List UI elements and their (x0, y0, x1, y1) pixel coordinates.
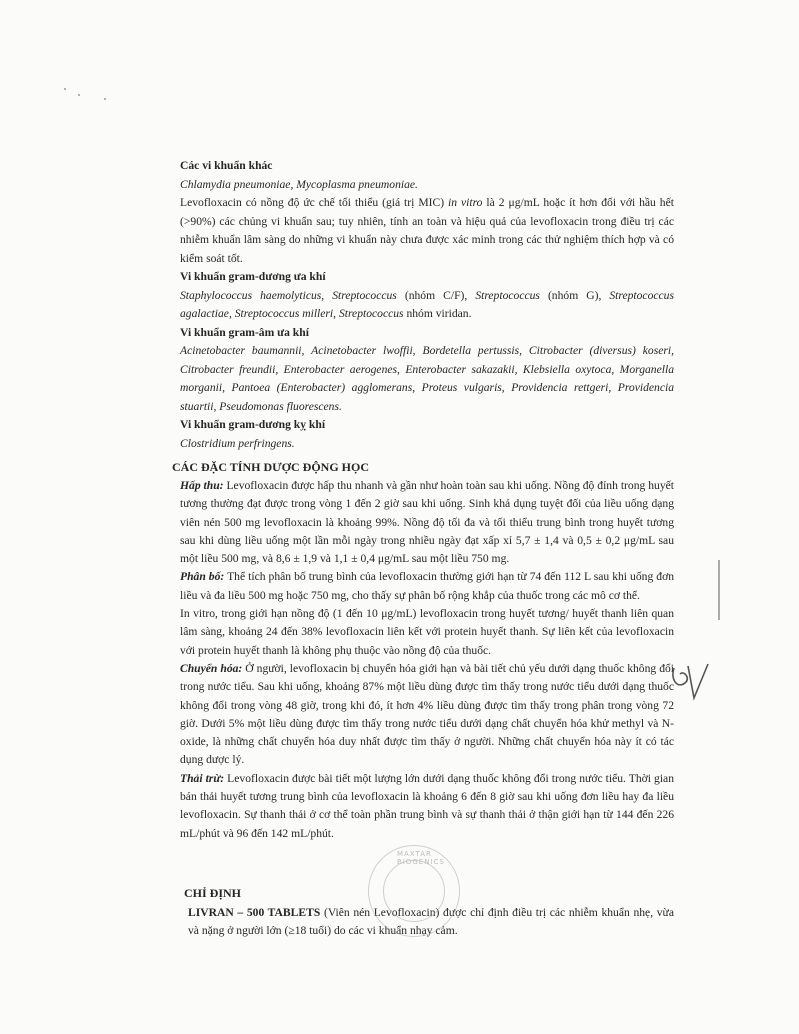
signature-mark (668, 660, 718, 710)
gram-pos-anaerobic-list: Clostridium perfringens. (180, 436, 295, 450)
species-text: Streptococcus (475, 288, 548, 302)
absorption-paragraph (180, 477, 674, 568)
group-text: nhóm viridan. (406, 307, 472, 320)
elimination-text: Levofloxacin được bài tiết một lượng lớn dưới dạng thuốc không đổi trong nước tiểu. Thời gian bán thải huyết tương trung bình của levofloxacin là khoảng 6 đến 8 giờ sau khi uống đơn liều hay đa liều levofloxacin. Sự thanh thải ở cơ thể toàn phần trung bình và sự thanh thải ở thận giới hạn từ 144 đến 226 mL/phút và 96 đến 142 mL/phút. (180, 771, 674, 840)
metabolism-text: Ở người, levofloxacin bị chuyển hóa giới hạn và bài tiết chủ yếu dưới dạng thuốc không đổi trong nước tiểu. Sau khi uống, khoảng 87% một liều dùng được tìm thấy trong nước tiểu dưới dạng thuốc không đổi trong vòng 48 giờ, trong khi đó, ít hơn 4% liều dùng được tìm thấy trong phân trong vòng 72 giờ. Dưới 5% một liều dùng được tìm thấy trong nước tiểu dưới dạng chất chuyển hóa khử methyl và N-oxide, là những chất chuyển hóa duy nhất được tìm thấy ở người. Những chất chuyển hóa này ít có tác dụng dược lý. (180, 661, 675, 767)
indications-text: (Viên nén Levofloxacin) được chỉ định điều trị các nhiễm khuẩn nhẹ, vừa và nặng ở người lớn (≥18 tuổi) do các vi khuẩn nhạy cảm. (188, 906, 674, 938)
gram-pos-anaerobic-heading: Vi khuẩn gram-dương kỵ khí (180, 418, 326, 431)
distribution-label: Phân bố: (180, 570, 225, 584)
company-stamp (368, 845, 460, 937)
other-bacteria-section (180, 157, 674, 453)
group-text: (nhóm G), (547, 288, 610, 302)
mic-text-rest: là 2 μg/mL hoặc ít hơn đối với hầu hết (>90%) các chủng vi khuẩn sau; tuy nhiên, tính an toàn và hiệu quả của levofloxacin trong điều trị các nhiễm khuẩn lâm sàng do những vi khuẩn này chưa được xác minh trong các thử nghiệm thích hợp và có kiểm soát tốt. (180, 196, 674, 265)
pharmacokinetics-section (180, 477, 674, 843)
indications-heading: CHỈ ĐỊNH (184, 886, 242, 900)
species-text: Staphylococcus haemolyticus, Streptococcus (180, 288, 405, 302)
stamp-text: MAXTAR BIOGENICS (397, 850, 445, 866)
gram-neg-aerobic-list: Acinetobacter baumannii, Acinetobacter lwoffii, Bordetella pertussis, Citrobacter (diversus) koseri, Citrobacter freundii, Enterobacter aerogenes, Enterobacter sakazakii, Klebsiella oxytoca, Morganella morganii, Pantoea (Enterobacter) agglomerans, Proteus vulgaris, Providencia rettgeri, Providencia stuartii, Pseudomonas fluorescens. (180, 344, 674, 413)
other-bacteria-heading: Các vi khuẩn khác (180, 159, 273, 172)
stamp-inner-ring (383, 860, 445, 922)
mic-paragraph (180, 194, 674, 268)
pharmacokinetics-heading: CÁC ĐẶC TÍNH DƯỢC ĐỘNG HỌC (172, 460, 370, 474)
metabolism-label: Chuyển hóa: (180, 661, 243, 675)
scan-speck (78, 94, 80, 96)
metabolism-paragraph (180, 660, 674, 770)
absorption-text: Levofloxacin được hấp thu nhanh và gần như hoàn toàn sau khi uống. Nồng độ đỉnh trong huyết tương thường đạt được trong vòng 1 đến 2 giờ sau khi uống. Sinh khả dụng tuyệt đối của liều uống dạng viên nén 500 mg levofloxacin là khoảng 99%. Nồng độ tối đa và tối thiểu trung bình trong huyết tương sau khi dùng liều uống một lần mỗi ngày trong nhiều ngày đạt xấp xỉ 5,7 ± 1,4 và 0,5 ± 0,2 μg/mL sau một liều 500 mg, và 8,6 ± 1,9 và 1,1 ± 0,4 μg/mL sau một liều 750 mg. (180, 479, 674, 566)
distribution-text: Thể tích phân bố trung bình của levofloxacin thường giới hạn từ 74 đến 112 L sau khi uống đơn liều và đa liều 500 mg hoặc 750 mg, cho thấy sự phân bố rộng khắp của thuốc trong các mô cơ thể. (180, 570, 674, 602)
in-vitro-paragraph: In vitro, trong giới hạn nồng độ (1 đến 10 μg/mL) levofloxacin trong huyết tương/ huyết thanh liên quan lâm sàng, khoảng 24 đến 38% levofloxacin liên kết với protein huyết thanh. Sự liên kết của levofloxacin với protein huyết thanh là không phụ thuộc vào nồng độ của thuốc. (180, 607, 674, 657)
distribution-paragraph (180, 568, 674, 605)
elimination-paragraph (180, 770, 674, 843)
in-vitro-text: in vitro (448, 196, 483, 209)
scan-speck (64, 88, 66, 90)
other-bacteria-species: Chlamydia pneumoniae, Mycoplasma pneumoniae. (180, 177, 418, 191)
mic-text: Levofloxacin có nồng độ ức chế tối thiểu (giá trị MIC) (180, 196, 449, 209)
absorption-label: Hấp thu: (180, 479, 224, 492)
gram-pos-aerobic-heading: Vi khuẩn gram-dương ưa khí (180, 270, 326, 283)
scan-speck (104, 98, 106, 100)
gram-pos-aerobic-list (180, 287, 674, 324)
margin-mark (718, 560, 720, 620)
gram-neg-aerobic-heading: Vi khuẩn gram-âm ưa khí (180, 325, 309, 339)
product-name: LIVRAN – 500 TABLETS (188, 906, 321, 919)
elimination-label: Thải trừ: (180, 771, 225, 785)
species-text: Streptococcus agalactiae, Streptococcus milleri, Streptococcus (180, 288, 674, 320)
group-text: (nhóm C/F), (404, 288, 476, 302)
